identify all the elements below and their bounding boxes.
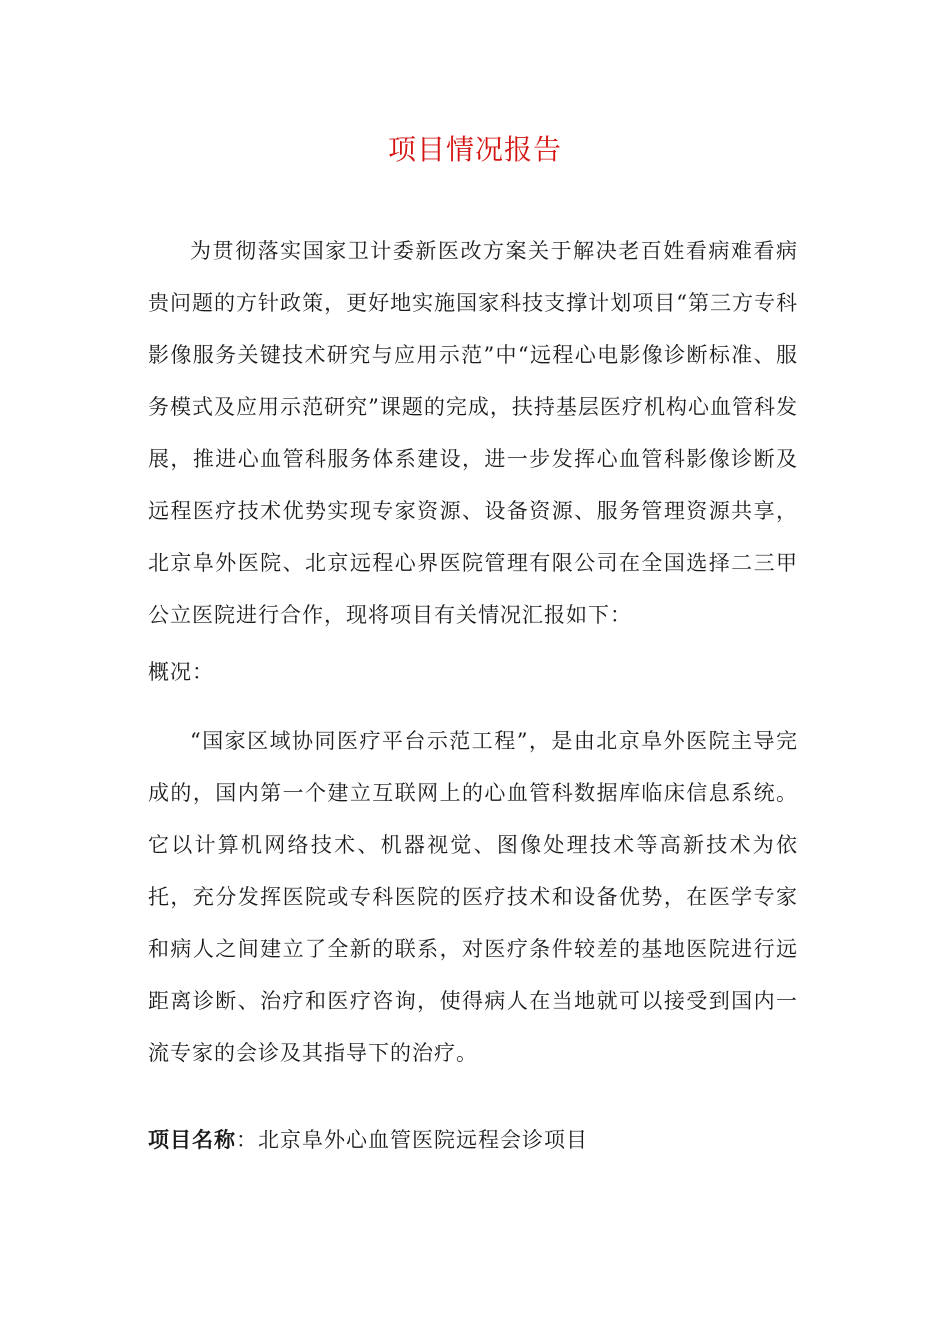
project-name-line — [148, 1122, 588, 1158]
overview-heading: 概况： — [148, 660, 214, 684]
document-title: 项目情况报告 — [387, 133, 562, 166]
overview-paragraph: “国家区域协同医疗平台示范工程”，是由北京阜外医院主导完成的，国内第一个建立互联网上的心血管科数据库临床信息系统。它以计算机网络技术、机器视觉、图像处理技术等高新技术为依托，充分发挥医院或专科医院的医疗技术和设备优势，在医学专家和病人之间建立了全新的联系，对医疗条件较差的基地医院进行远距离诊断、治疗和医疗咨询，使得病人在当地就可以接受到国内一流专家的会诊及其指导下的治疗。 — [148, 729, 798, 1065]
project-name-label: 项目名称 — [148, 1128, 236, 1152]
project-name-separator: ： — [236, 1128, 258, 1152]
intro-paragraph: 为贯彻落实国家卫计委新医改方案关于解决老百姓看病难看病贵问题的方针政策，更好地实施国家科技支撑计划项目“第三方专科影像服务关键技术研究与应用示范”中“远程心电影像诊断标准、服务模式及应用示范研究”课题的完成，扶持基层医疗机构心血管科发展，推进心血管科服务体系建设，进一步发挥心血管科影像诊断及远程医疗技术优势实现专家资源、设备资源、服务管理资源共享，北京阜外医院、北京远程心界医院管理有限公司在全国选择二三甲公立医院进行合作，现将项目有关情况汇报如下： — [148, 239, 798, 627]
project-name-value: 北京阜外心血管医院远程会诊项目 — [258, 1128, 588, 1152]
